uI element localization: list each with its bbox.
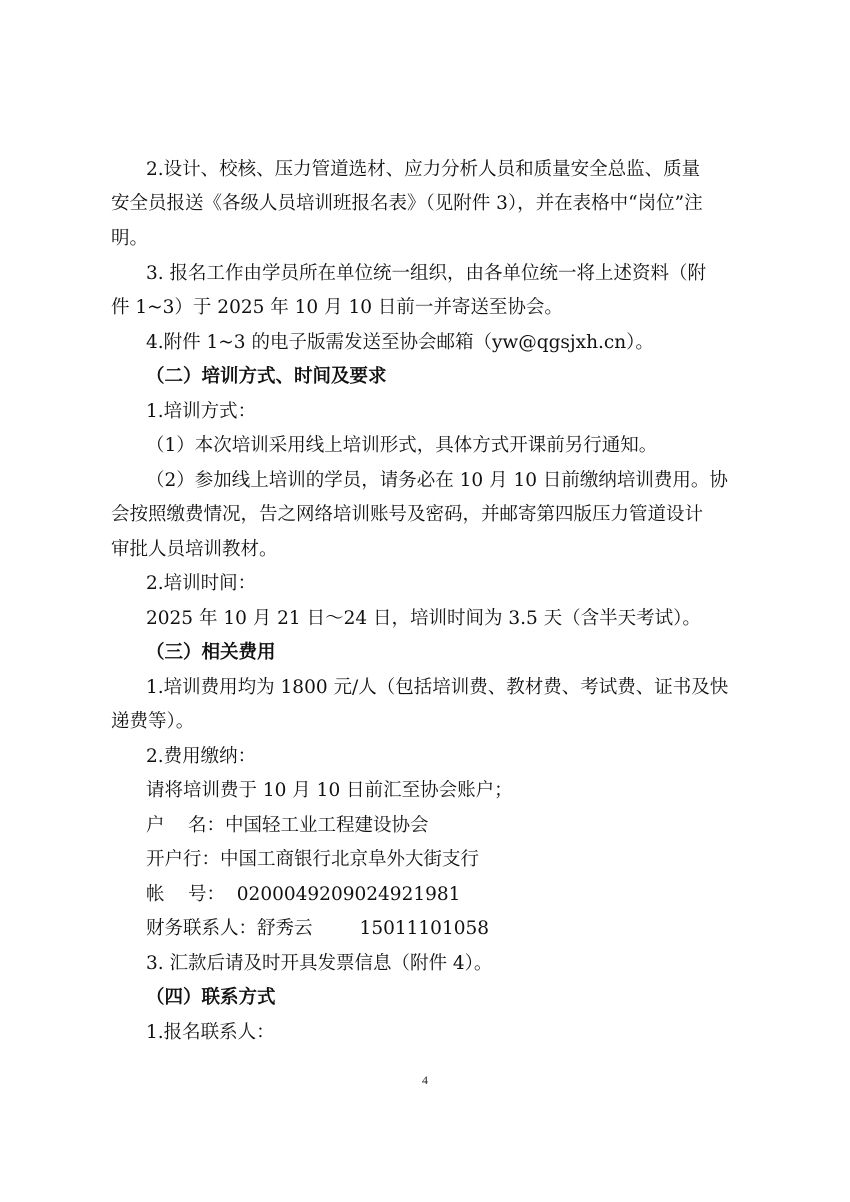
paragraph-line: 2.费用缴纳： — [146, 746, 257, 767]
paragraph-line: 1.培训费用均为 1800 元/人（包括培训费、教材费、考试费、证书及快 — [146, 677, 729, 698]
page-number: 4 — [422, 1073, 428, 1087]
paragraph-line: 件 1~3）于 2025 年 10 月 10 日前一并寄送至协会。 — [111, 297, 563, 318]
paragraph-line: 3. 报名工作由学员所在单位统一组织，由各单位统一将上述资料（附 — [146, 263, 707, 284]
paragraph-line: 2.培训时间： — [146, 573, 257, 594]
paragraph-line: 请将培训费于 10 月 10 日前汇至协会账户； — [146, 780, 513, 801]
paragraph-line: 2025 年 10 月 21 日～24 日，培训时间为 3.5 天（含半天考试）。 — [146, 608, 701, 629]
paragraph-line: 1.报名联系人： — [146, 1022, 275, 1043]
paragraph-line: 安全员报送《各级人员培训班报名表》（见附件 3），并在表格中“岗位”注 — [111, 193, 703, 214]
paragraph-line: 2.设计、校核、压力管道选材、应力分析人员和质量安全总监、质量 — [146, 159, 701, 180]
paragraph-line: （1）本次培训采用线上培训形式，具体方式开课前另行通知。 — [146, 435, 658, 456]
paragraph-line: 1.培训方式： — [146, 401, 257, 422]
section-heading: （三）相关费用 — [146, 642, 276, 663]
bank-line: 开户行：中国工商银行北京阜外大街支行 — [146, 849, 480, 870]
section-heading: （二）培训方式、时间及要求 — [146, 366, 387, 387]
paragraph-line: 4.附件 1~3 的电子版需发送至协会邮箱（yw@qgsjxh.cn）。 — [146, 332, 654, 353]
paragraph-line: 明。 — [111, 228, 149, 249]
account-name-line: 户 名：中国轻工业工程建设协会 — [146, 815, 429, 836]
paragraph-line: 递费等）。 — [111, 711, 195, 732]
account-number-line: 帐 号： 0200049209024921981 — [146, 884, 461, 905]
paragraph-line: 会按照缴费情况，告之网络培训账号及密码，并邮寄第四版压力管道设计 — [111, 504, 704, 525]
paragraph-line: 3. 汇款后请及时开具发票信息（附件 4）。 — [146, 953, 493, 974]
finance-contact-line: 财务联系人：舒秀云 15011101058 — [146, 918, 490, 939]
section-heading: （四）联系方式 — [146, 987, 276, 1008]
paragraph-line: 审批人员培训教材。 — [111, 539, 278, 560]
paragraph-line: （2）参加线上培训的学员，请务必在 10 月 10 日前缴纳培训费用。协 — [146, 470, 728, 491]
